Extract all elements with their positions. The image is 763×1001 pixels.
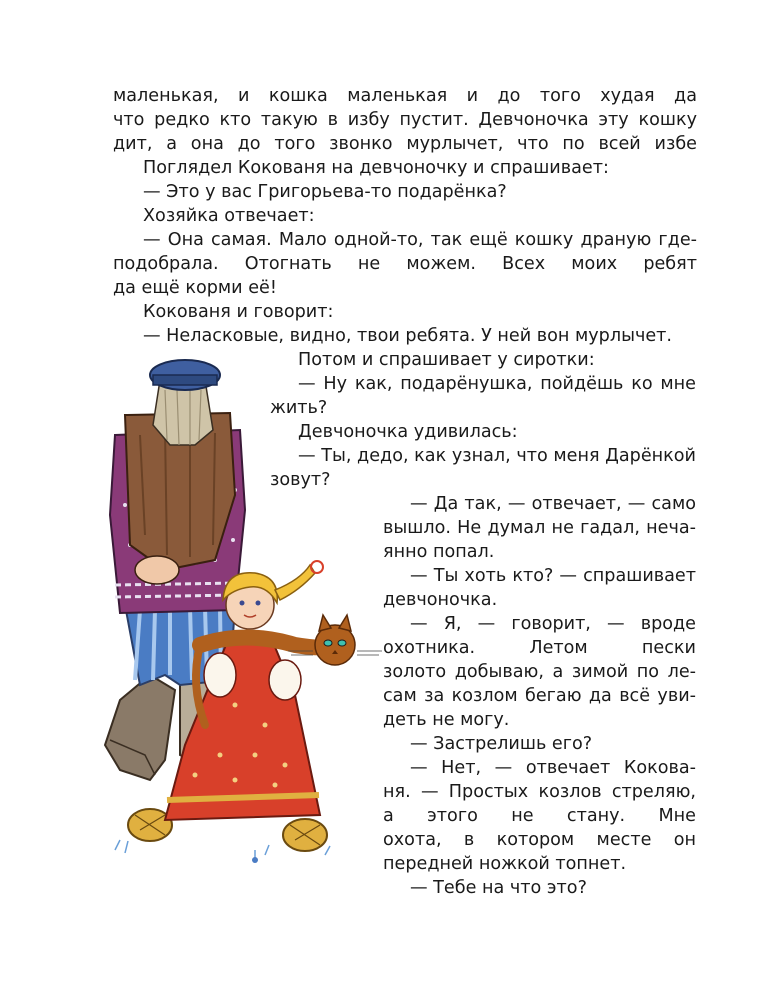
text-line: Потом и спрашивает у сиротки: [298,350,595,370]
text-line: Поглядел Кокованя на девчоночку и спрашивает: [143,158,609,178]
text-line: дит, а она до того звонко мурлычет, что по всей избе [113,134,697,154]
text-line: — Ты, дедо, как узнал, что меня Дарёнкой [298,446,696,466]
text-line: — Ты хоть кто? — спрашивает [410,566,696,586]
text-line: Девчоночка удивилась: [298,422,518,442]
text-line: что редко кто такую в избу пустит. Девчоночка эту кошку [113,110,697,130]
text-line: маленькая, и кошка маленькая и до того худая да [113,86,697,106]
text-line: янно попал. [383,542,495,562]
text-line: — Это у вас Григорьева-то подарёнка? [143,182,507,202]
text-line: ня. — Простых козлов стреляю, [383,782,696,802]
text-line: деть не могу. [383,710,510,730]
illustration-man-girl-cat [95,345,395,880]
text-line: — Я, — говорит, — вроде [410,614,696,634]
text-line: девчоночка. [383,590,498,610]
text-line: да ещё корми её! [113,278,277,298]
flower [252,857,258,863]
text-line: — Ну как, подарёнушка, пойдёшь ко мне [298,374,696,394]
text-line: золото добываю, а зимой по ле- [383,662,696,682]
text-line: а этого не стану. Мне [383,806,696,826]
text-line: — Неласковые, видно, твои ребята. У ней вон мурлычет. [143,326,673,346]
text-line: Кокованя и говорит: [143,302,334,322]
text-line: — Нет, — отвечает Кокова- [410,758,696,778]
text-line: — Тебе на что это? [410,878,587,898]
text-line: сам за козлом бегаю да всё уви- [383,686,696,706]
text-line: подобрала. Отогнать не можем. Всех моих ребят [113,254,697,274]
text-line: передней ножкой топнет. [383,854,627,874]
text-line: охота, в котором месте он [383,830,696,850]
text-line: жить? [270,398,328,418]
text-line: вышло. Не думал не гадал, неча- [383,518,696,538]
text-line: — Она самая. Мало одной-то, так ещё кошку драную где- [143,230,697,250]
text-line: Хозяйка отвечает: [143,206,315,226]
text-line: — Да так, — отвечает, — само [410,494,696,514]
text-line: зовут? [270,470,331,490]
text-line: охотника. Летом пески [383,638,696,658]
text-line: — Застрелишь его? [410,734,593,754]
